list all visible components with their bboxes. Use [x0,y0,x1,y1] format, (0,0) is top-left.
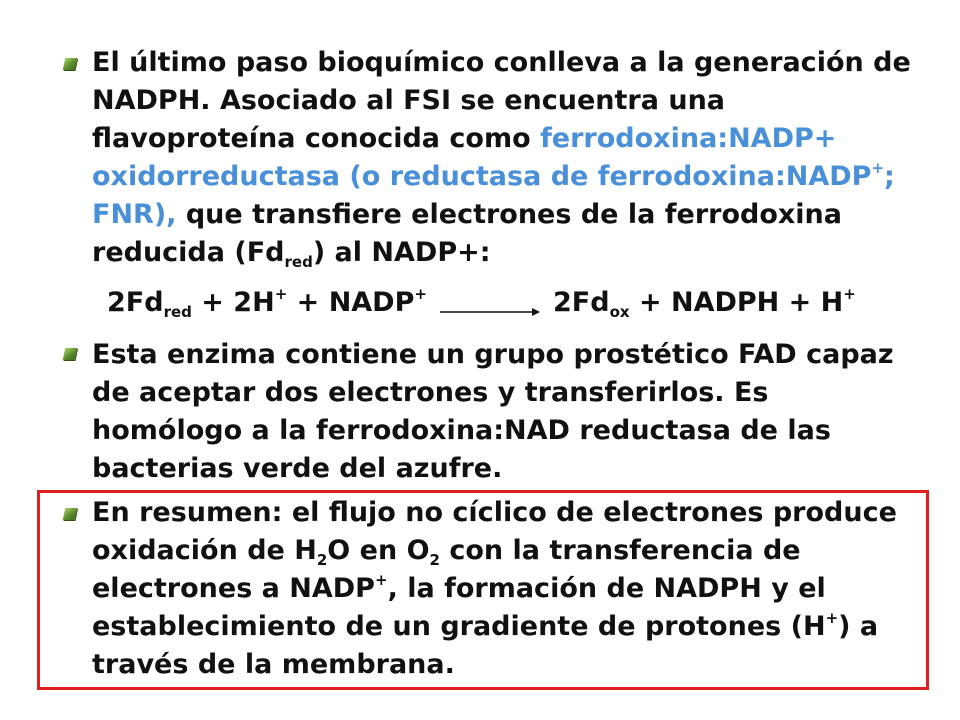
reaction-arrow-icon [440,307,540,317]
p1-text-1: El último paso bioquímico conlleva a la generación de NADPH. Asociado al FSI se encuentra una flavoproteína conocida como [92,47,911,154]
eq-left-c-sup: + [414,285,427,303]
p3-text-5: ) a través de la membrana. [92,611,879,680]
paragraph-summary [92,494,912,684]
p3-sub-2: 2 [429,551,440,569]
p1-highlight-sup: + [871,159,885,177]
eq-left-a: 2Fd [107,287,164,318]
eq-left-b-sup: + [274,285,288,303]
bullet-1-icon [63,58,78,70]
p1-text-2: que transfiere electrones de la ferrodoxina reducida (Fd [92,199,842,268]
eq-left-b: + 2H [191,287,275,318]
eq-right-a: 2Fd [553,287,610,318]
p1-sub-red: red [284,253,313,271]
paragraph-ferredoxin-nadp-reductase [92,44,912,272]
p1-highlight-2: ; FNR), [92,161,895,230]
eq-left-a-sub: red [163,303,192,321]
p2-text: Esta enzima contiene un grupo prostético FAD capaz de aceptar dos electrones y transferirlos. Es homólogo a la ferrodoxina:NAD reductasa de las bacterias verde del azufre. [92,339,894,484]
p1-highlight-1: ferrodoxina:NADP+ oxidorreductasa (o reductasa de ferrodoxina:NADP [92,123,872,192]
p3-text-1: En resumen: el flujo no cíclico de electrones produce oxidación de H [92,497,897,566]
eq-right-a-sub: ox [609,303,630,321]
eq-left-c: + NADP [287,287,415,318]
eq-left [107,285,427,321]
p3-sub-1: 2 [316,551,328,569]
p3-text-2: O en O [327,535,430,566]
p3-text-3: con la transferencia de electrones a NADP [92,535,801,604]
p3-text-4: , la formación de NADPH y el establecimiento de un gradiente de protones (H [92,573,826,642]
bullet-2-icon [63,348,78,360]
eq-right [553,284,856,322]
eq-right-b: + NADPH + H [629,287,844,318]
paragraph-fad-enzyme [92,336,912,488]
p1-text-3: ) al NADP+: [312,237,491,268]
bullet-3-icon [63,508,78,520]
p3-sup-2: + [825,609,839,627]
reaction-equation [107,284,856,322]
eq-right-b-sup: + [843,285,856,303]
p3-sup-1: + [374,571,388,589]
